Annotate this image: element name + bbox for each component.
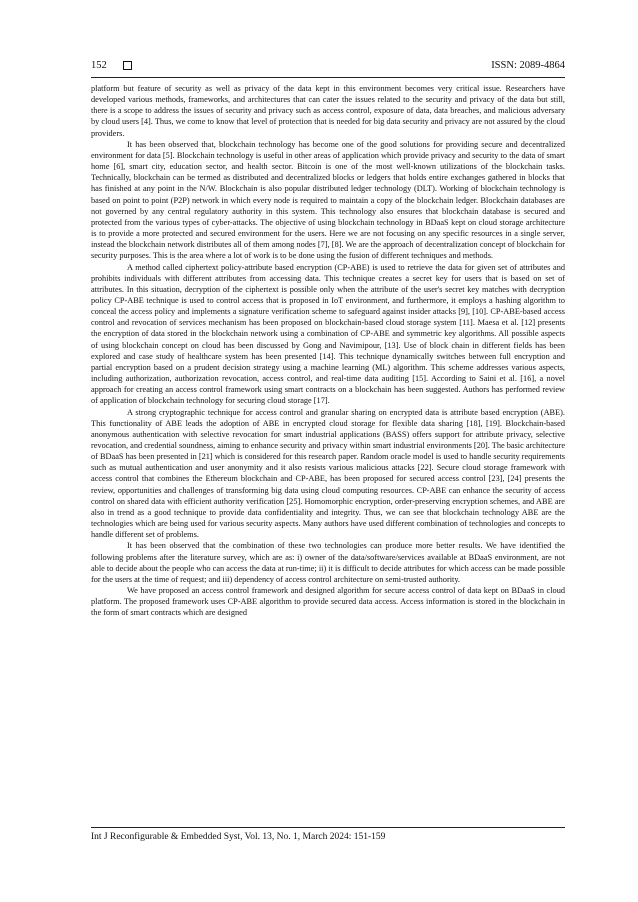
- paragraph: It has been observed that the combination of these two technologies can produce more better results. We have identified the following problems after the literature survey, which are as: i) owner of the data/software/services available at BDaaS environment, are not able to decide about the people who can access the data at run-time; ii) it is difficult to decide attributes for which access can be made possible for the users at the time of request; and iii) dependency of access control architecture on semi-trusted authority.: [91, 541, 565, 584]
- issn-label: ISSN: 2089-4864: [491, 60, 565, 71]
- paragraph: It has been observed that, blockchain technology has become one of the good solutions for providing secure and decentralized environment for data [5]. Blockchain technology is useful in other areas of application which provide privacy and security to the data of smart home [6], smart city, education sector, and health sector. Bitcoin is one of the most well-known utilizations of the blockchain tasks. Technically, blockchain can be termed as distributed and decentralized blocks or ledgers that holds entire exchanges gathered in blocks that has finished at any point in the N/W. Blockchain is also popular distributed ledger technology (DLT). Working of blockchain technology is based on point to point (P2P) network in which every node is required to maintain a copy of the blockchain ledger. Blockchain databases are not governed by any central regulatory authority in this system. This technology also ensures that blockchain database is secured and protected from the various types of cyber-attacks. The objective of using blockchain technology in BDaaS kept on cloud storage architecture is to provide a more protected and secured environment for the users. Here we are not focusing on any specific resources in a single server, instead the blockchain network distributes all of them among nodes [7], [8]. We are the approach of decentralization concept of blockchain for security purposes. This is the area where a lot of work is to be done using the fusion of different techniques and methods.: [91, 139, 565, 261]
- page-number: 152: [91, 60, 107, 71]
- journal-citation: Int J Reconfigurable & Embedded Syst, Vol. 13, No. 1, March 2024: 151-159: [91, 832, 386, 842]
- header-rule: [91, 77, 565, 78]
- paragraph: A method called ciphertext policy-attribute based encryption (CP-ABE) is used to retrieve the data for given set of attributes and prohibits individuals with different attributes from accessing data. This technique creates a secret key for users that is based on set of attributes. In this situation, decryption of the ciphertext is possible only when the attribute of the user's secret key matches with decryption policy CP-ABE technique is used to control access that is proposed in IoT environment, and furthermore, it employs a hashing algorithm to conceal the access policy and implements a signature verification scheme to safeguard against insider attacks [9], [10]. CP-ABE-based access control and revocation of services mechanism has been proposed on blockchain-based cloud storage system [11]. Maesa et al. [12] presents the encryption of data stored in the blockchain network using a combination of CP-ABE and symmetric key algorithms. All possible aspects of using blockchain concept on cloud has been discussed by Gong and Navimipour, [13]. Use of block chain in different fields has been explored and case study of healthcare system has been presented [14]. This technique dynamically switches between full encryption and partial encryption based on a prudent decision strategy using a machine learning (ML) algorithm. This scheme addresses various aspects, including authorization, authorization revocation, access control, and real-time data auditing [15]. According to Saini et al. [16], a novel approach for creating an access control framework using smart contracts on a blockchain has been suggested. Authors has performed review of application of blockchain technology for securing cloud storage [17].: [91, 262, 565, 406]
- body-text: [91, 83, 565, 619]
- paragraph: We have proposed an access control framework and designed algorithm for secure access control of data kept on BDaaS in cloud platform. The proposed framework uses CP-ABE algorithm to provide secured data access. Access information is stored in the blockchain in the form of smart contracts which are designed: [91, 586, 565, 618]
- square-icon: [123, 61, 132, 70]
- page-header: [91, 58, 565, 78]
- footer-rule: [91, 827, 565, 828]
- paragraph: platform but feature of security as well as privacy of the data kept in this environment becomes very critical issue. Researchers have developed various methods, frameworks, and architectures that can cater the issues related to the security and privacy of the data but still, there is a scope to address the issues of security and privacy such as access control, exposure of data, data breaches, and malicious adversary by cloud users [4]. Thus, we come to know that level of protection that is needed for big data security and privacy are not assured by the cloud providers.: [91, 84, 565, 138]
- paragraph: A strong cryptographic technique for access control and granular sharing on encrypted data is attribute based encryption (ABE). This functionality of ABE leads the adoption of ABE in encrypted cloud storage for flexible data sharing [18], [19]. Blockchain-based anonymous authentication with selective revocation for smart industrial applications (BASS) offers support for attribute privacy, selective revocation, and credential soundness, aiming to enhance security and privacy within smart industrial environments [20]. The basic architecture of BDaaS has been presented in [21] which is considered for this research paper. Random oracle model is used to handle security requirements such as mutual authentication and user anonymity and it also resists various malicious attacks [22]. Secure cloud storage framework with access control that combines the Ethereum blockchain and CP-ABE, has been proposed for secured access control [23], [24] presents the review, opportunities and challenges of transforming big data using cloud computing resources. CP-ABE can enhance the security of access control on shared data with efficient authority verification [25]. Homomorphic encryption, order-preserving encryption schemes, and ABE are also in trend as a good technique to provide data confidentiality and integrity. Thus, we can see that blockchain technology ABE are the technologies which are being used for various security aspects. Many authors have used different combination of technologies and concepts to handle different set of problems.: [91, 407, 565, 540]
